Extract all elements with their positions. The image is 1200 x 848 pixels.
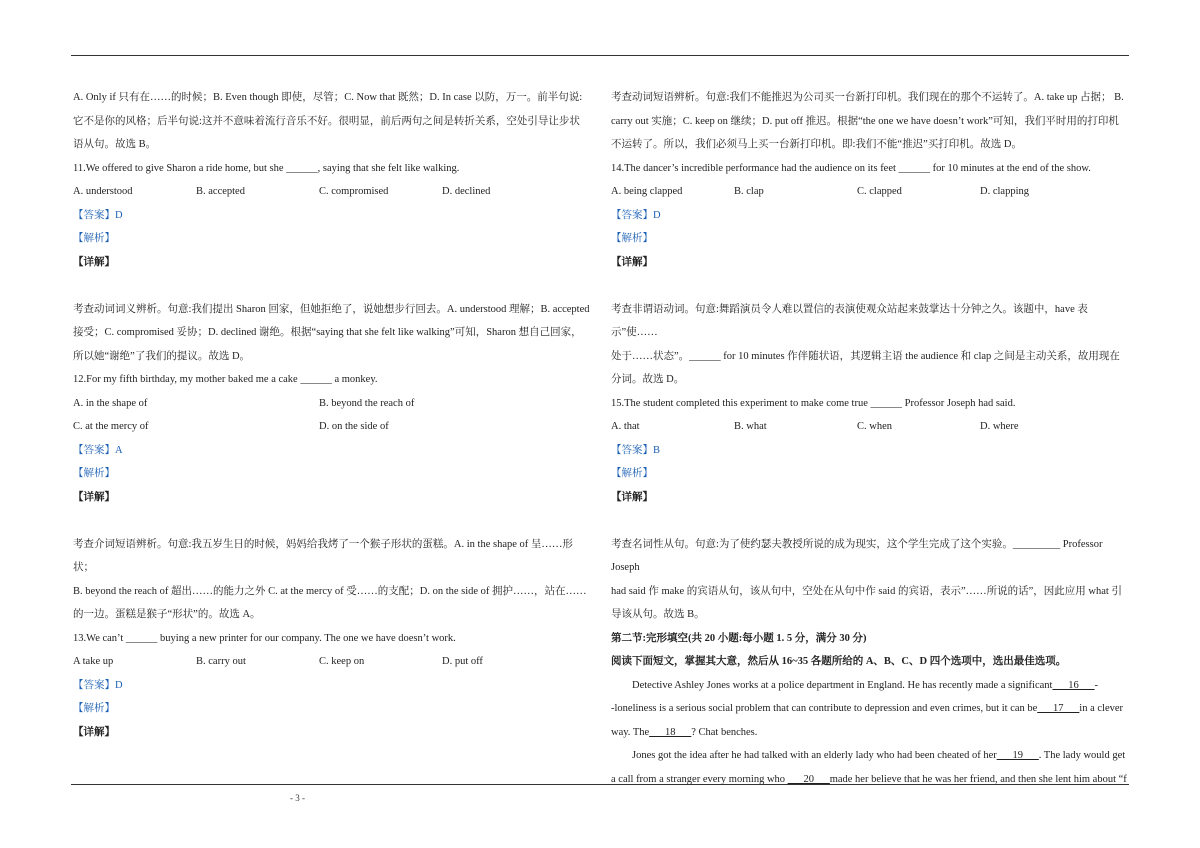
answer-label: 【答案】D (73, 679, 123, 691)
question-12: 12.For my fifth birthday, my mother baked me a cake ______ a monkey. (73, 374, 378, 385)
explanation-line: 考查介词短语辨析。句意:我五岁生日的时候，妈妈给我烤了一个猴子形状的蛋糕。A. in the shape of 呈……形状； (73, 538, 573, 573)
explanation-line: 的一边。蛋糕是猴子“形状”的。故选 A。 (73, 609, 261, 620)
option: A. being clapped (611, 186, 683, 197)
question-14-options (611, 180, 1129, 204)
option: B. carry out (196, 656, 246, 667)
blank-19: ___19___ (996, 750, 1039, 761)
question-15-options (611, 415, 1129, 439)
analysis-label: 【解析】 (611, 468, 653, 479)
explanation-line: 考查非谓语动词。句意:舞蹈演员令人难以置信的表演使观众站起来鼓掌达十分钟之久。该题中，have 表示”使…… (611, 303, 1088, 338)
page-number: - 3 - (290, 793, 305, 803)
question-13-options (73, 650, 593, 674)
option: A take up (73, 656, 114, 667)
blank-20: ___20___ (787, 773, 830, 785)
analysis-label: 【解析】 (73, 468, 115, 479)
explanation-line: 考查名词性从句。句意:为了使约瑟夫教授所说的成为现实，这个学生完成了这个实验。_________ Professor Joseph (611, 538, 1103, 573)
explanation-line: 不运转了。所以，我们必须马上买一台新打印机。即:我们不能“推迟”买打印机。故选 D。 (611, 139, 1022, 150)
option: C. at the mercy of (73, 421, 149, 432)
option: D. put off (442, 656, 483, 667)
detail-label: 【详解】 (73, 726, 115, 738)
explanation-line: 接受；C. compromised 妥协；D. declined 谢绝。根据“saying that she felt like walking”可知，Sharon 想自己回家， (73, 327, 582, 338)
passage-line: Jones got the idea after he had talked with an elderly lady who had been cheated of her___19___. The lady would get (632, 750, 1126, 761)
question-11-options (73, 180, 593, 204)
explanation-line: had said 作 make 的宾语从句，该从句中，空处在从句中作 said 的宾语，表示”……所说的话”，因此应用 what 引 (611, 585, 1122, 597)
option: A. understood (73, 186, 133, 197)
option: B. beyond the reach of (319, 397, 415, 409)
option: D. on the side of (319, 421, 389, 432)
prev-explanation-line: 它不是你的风格；后半句说:这并不意味着流行音乐不好。很明显，前后两句之间是转折关系，空处引导让步状 (73, 115, 580, 127)
question-14: 14.The dancer’s incredible performance had the audience on its feet ______ for 10 minutes at the end of the show. (611, 162, 1091, 174)
analysis-label: 【解析】 (611, 233, 653, 244)
blank-18: ___18___ (649, 726, 692, 738)
option: C. clapped (857, 186, 902, 197)
blank-17: ___17___ (1037, 703, 1080, 714)
question-13: 13.We can’t ______ buying a new printer for our company. The one we have doesn’t work. (73, 632, 456, 644)
option: D. declined (442, 186, 491, 197)
option: A. that (611, 421, 640, 432)
answer-label: 【答案】B (611, 444, 661, 456)
footer-rule (71, 784, 1129, 785)
passage-line: way. The___18___? Chat benches. (611, 726, 758, 738)
option: C. keep on (319, 656, 365, 667)
question-15: 15.The student completed this experiment to make come true ______ Professor Joseph had said. (611, 397, 1016, 409)
section-instructions: 阅读下面短文，掌握其大意，然后从 16~35 各题所给的 A、B、C、D 四个选项中，选出最佳选项。 (611, 656, 1067, 667)
question-11: 11.We offered to give Sharon a ride home, but she ______, saying that she felt like walking. (73, 162, 460, 174)
section-title: 第二节:完形填空(共 20 小题:每小题 1. 5 分，满分 30 分) (611, 632, 867, 644)
option: B. clap (734, 186, 764, 197)
option: B. accepted (196, 186, 245, 197)
detail-label: 【详解】 (73, 256, 115, 268)
passage-line: -loneliness is a serious social problem that can contribute to depression and even crimes, but it can be___17___in a clever (611, 703, 1124, 714)
explanation-line: B. beyond the reach of 超出……的能力之外 C. at the mercy of 受……的支配；D. on the side of 拥护……，站在…… (73, 585, 587, 597)
option: A. in the shape of (73, 397, 148, 409)
passage-line: Detective Ashley Jones works at a police department in England. He has recently made a significant___16___- (632, 679, 1098, 691)
question-12-options (73, 415, 593, 439)
question-12-options (73, 392, 593, 416)
explanation-line: 考查动词短语辨析。句意:我们不能推迟为公司买一台新打印机。我们现在的那个不运转了。A. take up 占据； B. (611, 92, 1124, 103)
detail-label: 【详解】 (611, 491, 653, 503)
explanation-line: 所以她“谢绝”了我们的提议。故选 D。 (73, 350, 251, 362)
option: C. compromised (319, 186, 389, 197)
prev-explanation-line: A. Only if 只有在……的时候；B. Even though 即使，尽管；C. Now that 既然；D. In case 以防，万一。前半句说: (73, 92, 583, 103)
right-column (611, 86, 1129, 791)
detail-label: 【详解】 (73, 491, 115, 503)
passage-line: a call from a stranger every morning who ___20___made her believe that he was her friend, and then she lent him about “f (611, 773, 1127, 785)
detail-label: 【详解】 (611, 256, 653, 268)
option: D. where (980, 421, 1019, 432)
explanation-line: 分词。故选 D。 (611, 374, 685, 385)
analysis-label: 【解析】 (73, 703, 115, 714)
explanation-line: 处于……状态”。______ for 10 minutes 作伴随状语，其逻辑主语 the audience 和 clap 之间是主动关系，故用现在 (611, 350, 1120, 362)
explanation-line: 导该从句。故选 B。 (611, 609, 705, 620)
blank-16: ___16___ (1052, 679, 1095, 691)
answer-label: 【答案】D (73, 209, 123, 221)
left-column (73, 86, 593, 744)
option: B. what (734, 421, 767, 432)
answer-label: 【答案】A (73, 444, 123, 456)
analysis-label: 【解析】 (73, 233, 115, 244)
prev-explanation-line: 语从句。故选 B。 (73, 139, 157, 150)
answer-label: 【答案】D (611, 209, 661, 221)
explanation-line: carry out 实施；C. keep on 继续；D. put off 推迟。根据“the one we have doesn’t work”可知，我们平时用的打印机 (611, 115, 1119, 127)
explanation-line: 考查动词词义辨析。句意:我们提出 Sharon 回家，但她拒绝了，说她想步行回去。A. understood 理解；B. accepted (73, 303, 590, 315)
option: D. clapping (980, 186, 1029, 197)
header-rule (71, 55, 1129, 56)
option: C. when (857, 421, 892, 432)
